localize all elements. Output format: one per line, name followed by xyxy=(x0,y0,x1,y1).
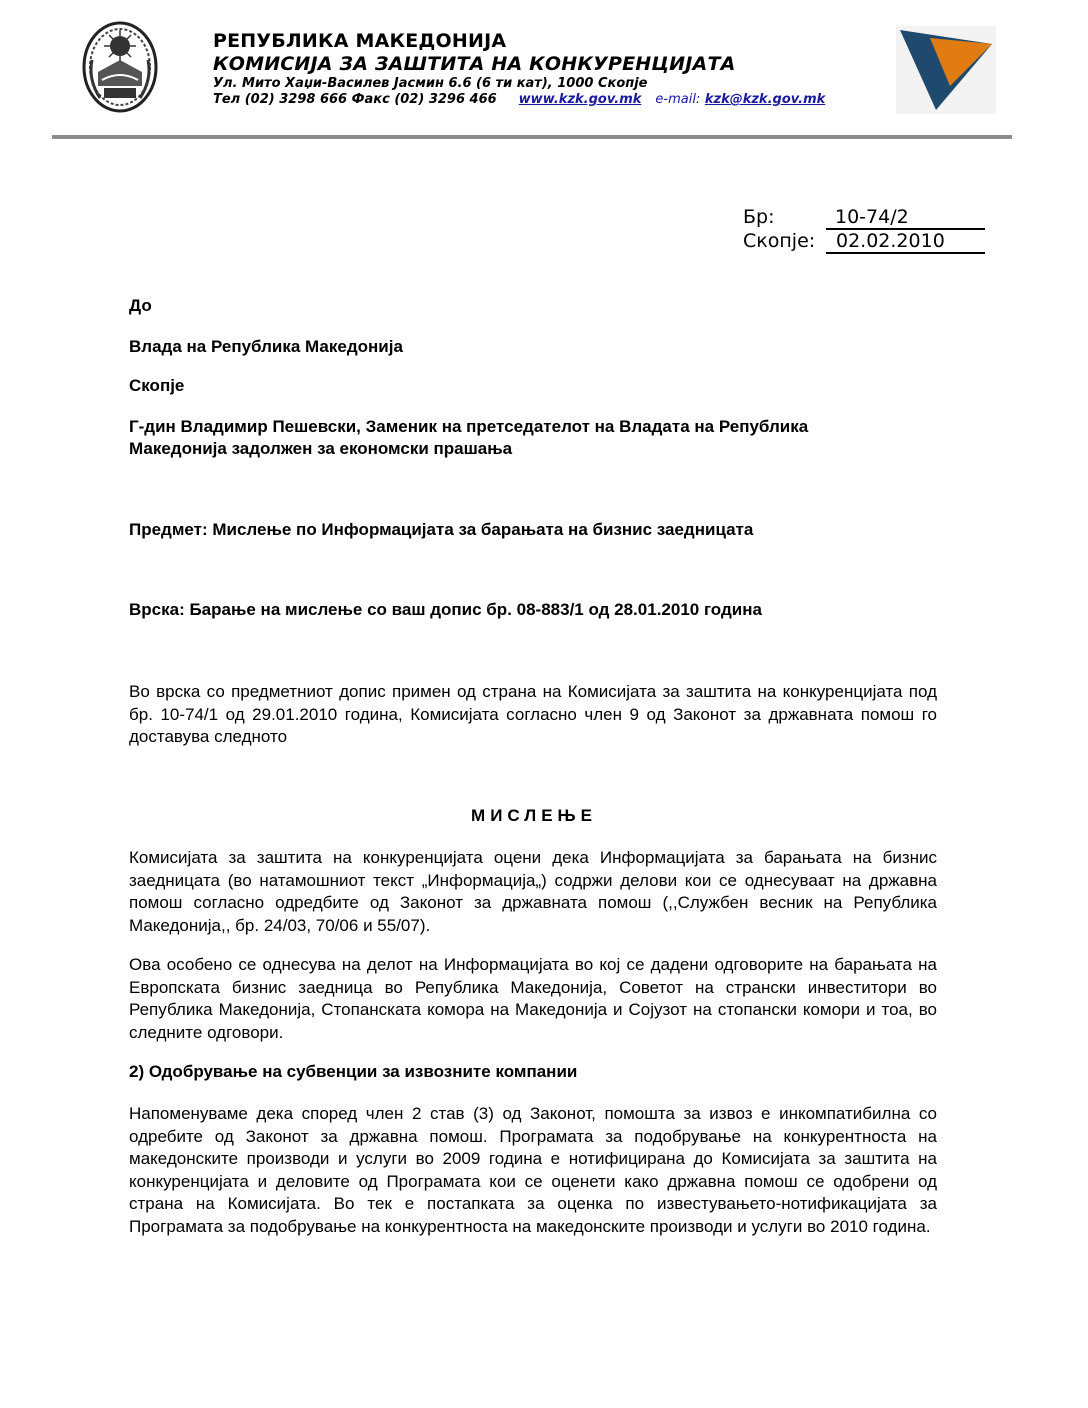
email-label: e-mail: xyxy=(655,92,701,107)
section2-heading: 2) Одобрување на субвенции за извозните компании xyxy=(129,1062,578,1081)
header-republic: РЕПУБЛИКА МАКЕДОНИЈА xyxy=(213,30,507,52)
subject-line: Предмет: Мислење по Информацијата за барањата на бизнис заедницата xyxy=(129,520,754,539)
intro-paragraph: Во врска со предметниот допис примен од страна на Комисијата за заштита на конкуренцијата под бр. 10-74/1 од 29.01.2010 година, Комисијата согласно член 9 од Законот за државната помош го доставува следното xyxy=(129,682,937,746)
recipient-person-line2: Македонија задолжен за економски прашања xyxy=(129,439,513,458)
header-phone-fax: Тел (02) 3298 666 Факс (02) 3296 466 xyxy=(213,92,497,107)
header-address: Ул. Мито Хаџи-Василев Јасмин 6.6 (6 ти кат), 1000 Скопје xyxy=(213,76,648,91)
recipient-city: Скопје xyxy=(129,376,185,395)
recipient-institution: Влада на Република Македонија xyxy=(129,337,403,356)
ref-date-value: 02.02.2010 xyxy=(836,230,945,252)
ref-place-label: Скопје: xyxy=(743,230,816,252)
reference-line: Врска: Барање на мислење со ваш допис бр. 08-883/1 од 28.01.2010 година xyxy=(129,600,762,619)
header-divider xyxy=(52,135,1012,139)
website-link[interactable]: www.kzk.gov.mk xyxy=(518,92,642,107)
paragraph-1: Комисијата за заштита на конкуренцијата оцени дека Информацијата за барањата на бизнис заедницата (во натамошниот текст „Информација„) содржи делови кои се однесуваат на државна помош согласно одредбите од Законот за државната помош (,,Службен весник на Република Македонија,, бр. 24/03, 70/06 и 55/07). xyxy=(129,848,937,935)
header-contacts xyxy=(213,92,825,107)
ref-number-value: 10-74/2 xyxy=(835,206,909,228)
email-link[interactable]: kzk@kzk.gov.mk xyxy=(704,92,826,107)
paragraph-3: Напоменуваме дека според член 2 став (3) од Законот, помошта за извоз е инкомпатибилна со одребите од Законот за државна помош. Програмата за подобрување на конкурентноста на македонските производи и услуги во 2009 година е нотифицирана до Комисијата за заштита на конкуренцијата и деловите од Програмата кои се оценети како државна помош се одобрени од страна на Комисијата. Во тек е постапката за оценка по известувањето-нотификацијата за Програмата за подобрување на конкурентноста на македонските производи и услуги во 2010 година. xyxy=(129,1104,937,1236)
state-emblem xyxy=(80,20,160,114)
paragraph-2: Ова особено се однесува на делот на Информацијата во кој се дадени одговорите на барањата на Европската бизнис заедница во Република Македонија, Советот на странски инвеститори во Република Македонија, Стопанската комора на Македонија и Сојузот на стопански комори и тоа, во следните одговори. xyxy=(129,955,937,1042)
opinion-title: МИСЛЕЊЕ xyxy=(471,806,597,825)
ref-date-underline xyxy=(826,252,985,254)
commission-logo xyxy=(896,26,996,114)
header-commission: КОМИСИЈА ЗА ЗАШТИТА НА КОНКУРЕНЦИЈАТА xyxy=(213,53,736,75)
recipient-person-line1: Г-дин Владимир Пешевски, Заменик на претседателот на Владата на Република xyxy=(129,417,809,436)
ref-number-label: Бр: xyxy=(743,206,775,228)
recipient-to: До xyxy=(129,296,152,315)
